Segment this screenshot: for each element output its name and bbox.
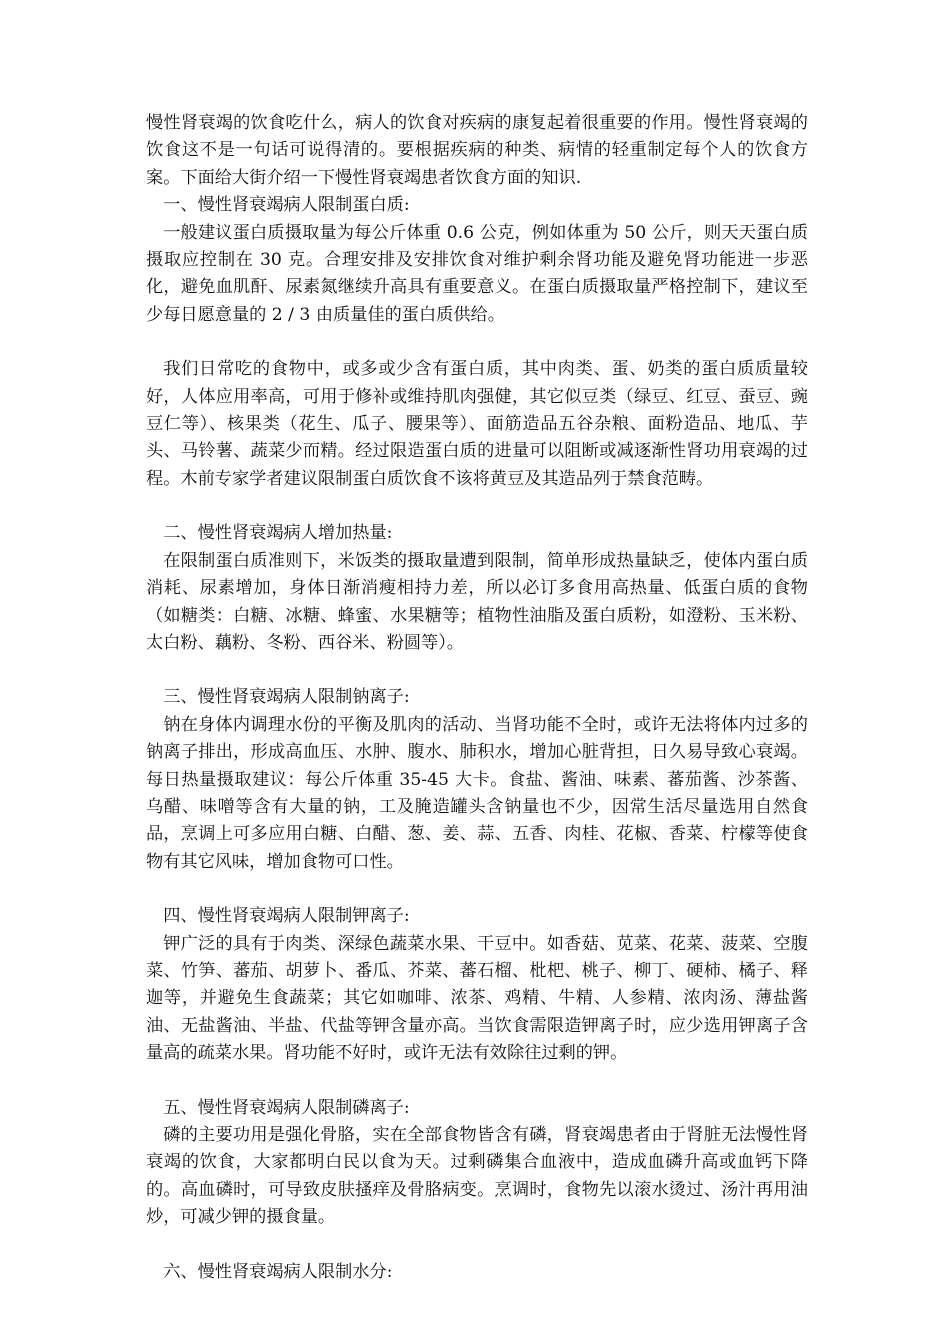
section-2-heading: 二、慢性肾衰竭病人增加热量: [163, 523, 393, 544]
section-3-heading: 三、慢性肾衰竭病人限制钠离子: [163, 687, 410, 708]
section-1-paragraph-1: 一般建议蛋白质摄取量为每公斤体重 0.6 公克，例如体重为 50 公斤，则天天蛋白质摄取应控制在 30 克。合理安排及安排饮食对维护剩余肾功能及避免肾功能进一步恶化，避免血肌酐、尿素氮继续升高具有重要意义。在蛋白质摄取量严格控制下，建议至少每日愿意量的 2 / 3 由质量佳的蛋白质供给。 [146, 222, 808, 325]
section-5-paragraph-1: 磷的主要功用是强化骨胳，实在全部食物皆含有磷，肾衰竭患者由于肾脏无法慢性肾衰竭的饮食，大家都明白民以食为天。过剩磷集合血液中，造成血磷升高或血钙下降的。高血磷时，可导致皮肤搔痒及骨胳病变。烹调时，食物先以滚水烫过、汤汁再用油炒，可减少钾的摄食量。 [146, 1125, 808, 1228]
section-4-paragraph-1: 钾广泛的具有于肉类、深绿色蔬菜水果、干豆中。如香菇、苋菜、花菜、菠菜、空腹菜、竹笋、蕃茄、胡萝卜、番瓜、芥菜、蕃石榴、枇杷、桃子、柳丁、硬柿、橘子、释迦等，并避免生食蔬菜；其它如咖啡、浓茶、鸡精、牛精、人参精、浓肉汤、薄盐酱油、无盐酱油、半盐、代盐等钾含量亦高。当饮食需限造钾离子时，应少选用钾离子含量高的疏菜水果。肾功能不好时，或许无法有效除往过剩的钾。 [146, 933, 808, 1064]
section-3-paragraph-1: 钠在身体内调理水份的平衡及肌肉的活动、当肾功能不全时，或许无法将体内过多的钠离子排出，形成高血压、水肿、腹水、肺积水，增加心脏背担，日久易导致心衰竭。每日热量摄取建议：每公斤体重 35-45 大卡。食盐、酱油、味素、蕃茄酱、沙茶酱、乌醋、味噌等含有大量的钠，工及腌造罐头含钠量也不少，因常生活尽量选用自然食品，烹调上可多应用白糖、白醋、葱、姜、蒜、五香、肉桂、花椒、香菜、柠檬等使食物有其它风味，增加食物可口性。 [146, 714, 808, 872]
section-4-heading: 四、慢性肾衰竭病人限制钾离子: [163, 906, 410, 927]
document-body [146, 110, 808, 1286]
section-5-heading: 五、慢性肾衰竭病人限制磷离子: [163, 1097, 410, 1118]
section-2-paragraph-1: 在限制蛋白质准则下，米饭类的摄取量遭到限制，简单形成热量缺乏，使体内蛋白质消耗、尿素增加，身体日渐消瘦相持力差，所以必订多食用高热量、低蛋白质的食物（如糖类：白糖、冰糖、蜂蜜、水果糖等；植物性油脂及蛋白质粉，如澄粉、玉米粉、太白粉、藕粉、冬粉、西谷米、粉圆等）。 [146, 550, 808, 653]
section-1-heading: 一、慢性肾衰竭病人限制蛋白质: [163, 195, 410, 216]
intro-paragraph: 慢性肾衰竭的饮食吃什么，病人的饮食对疾病的康复起着很重要的作用。慢性肾衰竭的饮食这不是一句话可说得清的。要根据疾病的种类、病情的轻重制定每个人的饮食方案。下面给大街介绍一下慢性肾衰竭患者饮食方面的知识. [146, 113, 808, 188]
section-6-heading: 六、慢性肾衰竭病人限制水分: [163, 1261, 393, 1282]
section-1-paragraph-2: 我们日常吃的食物中，或多或少含有蛋白质，其中肉类、蛋、奶类的蛋白质质量较好，人体应用率高，可用于修补或维持肌肉强健，其它似豆类（绿豆、红豆、蚕豆、豌豆仁等）、核果类（花生、瓜子、腰果等）、面筋造品五谷杂粮、面粉造品、地瓜、芋头、马铃薯、蔬菜少而精。经过限造蛋白质的进量可以阻断或减逐渐性肾功用衰竭的过程。木前专家学者建议限制蛋白质饮食不该将黄豆及其造品列于禁食范畴。 [146, 359, 808, 489]
